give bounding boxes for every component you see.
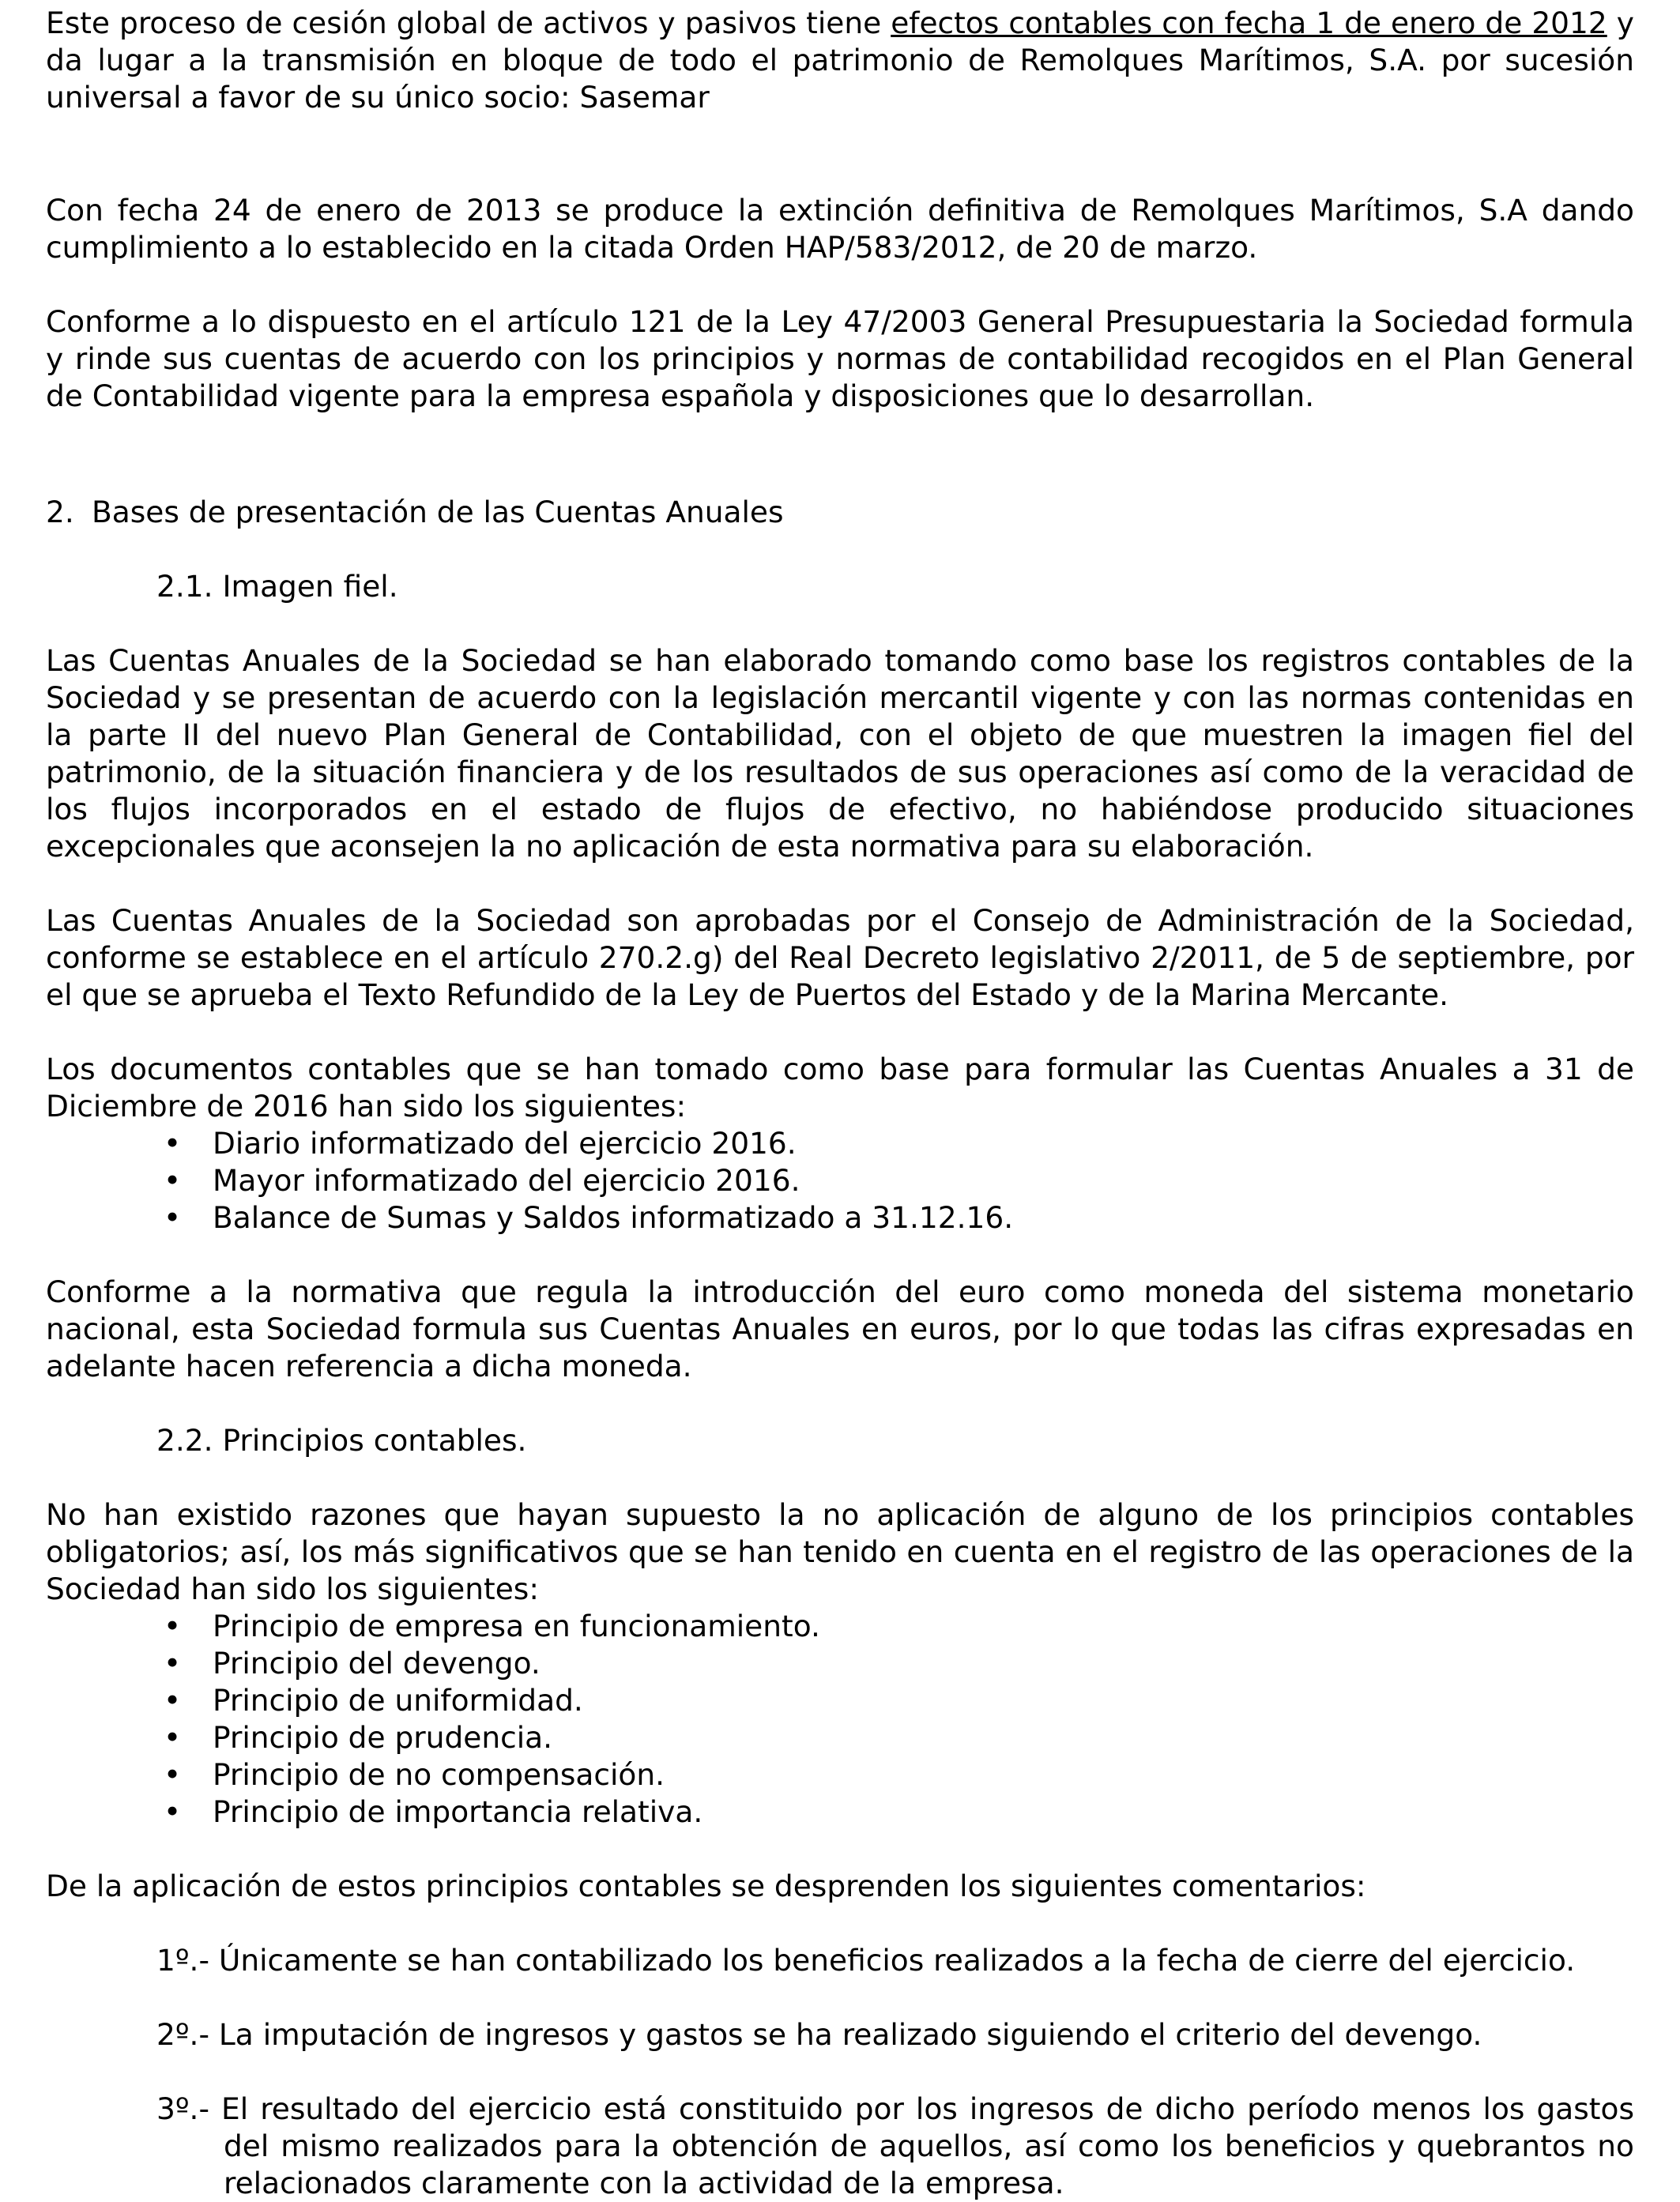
comment-item-3 bbox=[46, 2091, 1634, 2202]
list-item-text: Mayor informatizado del ejercicio 2016. bbox=[213, 1163, 800, 1198]
paragraph-text: Este proceso de cesión global de activos y pasivos tiene bbox=[46, 6, 891, 40]
comment-label: 3º.- bbox=[156, 2091, 222, 2126]
bullet-icon: • bbox=[163, 1163, 182, 1198]
section-number: 2. bbox=[46, 495, 74, 529]
bullet-icon: • bbox=[163, 1794, 182, 1829]
comment-item-1 bbox=[46, 1942, 1634, 1979]
bullet-icon: • bbox=[163, 1720, 182, 1755]
list-item-text: Balance de Sumas y Saldos informatizado a 31.12.16. bbox=[213, 1200, 1014, 1235]
bullet-icon: • bbox=[163, 1200, 182, 1235]
underlined-text: efectos contables con fecha 1 de enero de 2012 bbox=[891, 6, 1607, 40]
paragraph-principios: No han existido razones que hayan supuesto la no aplicación de alguno de los principios contables obligatorios; así, los más significativos que se han tenido en cuenta en el registro de las operaciones de la Sociedad han sido los siguientes: bbox=[46, 1497, 1634, 1606]
comment-text: La imputación de ingresos y gastos se ha realizado siguiendo el criterio del devengo. bbox=[218, 2017, 1482, 2052]
paragraph-aprobacion: Las Cuentas Anuales de la Sociedad son aprobadas por el Consejo de Administración de la Sociedad, conforme se establece en el artículo 270.2.g) del Real Decreto legislativo 2/2011, de 5 de septiembre, por el que se aprueba el Texto Refundido de la Ley de Puertos del Estado y de la Marina Mercante. bbox=[46, 903, 1634, 1012]
section-title: Bases de presentación de las Cuentas Anuales bbox=[92, 495, 784, 529]
bullet-icon: • bbox=[163, 1609, 182, 1643]
list-item-text: Principio de importancia relativa. bbox=[213, 1794, 703, 1829]
comment-text: Únicamente se han contabilizado los beneficios realizados a la fecha de cierre del ejercicio. bbox=[218, 1943, 1576, 1978]
list-item bbox=[156, 1199, 1634, 1237]
bullet-icon: • bbox=[163, 1646, 182, 1681]
list-item-text: Principio de uniformidad. bbox=[213, 1683, 583, 1718]
paragraph-imagen-fiel: Las Cuentas Anuales de la Sociedad se han elaborado tomando como base los registros contables de la Sociedad y se presentan de acuerdo con la legislación mercantil vigente y con las normas contenidas en la parte II del nuevo Plan General de Contabilidad, con el objeto de que muestren la imagen fiel del patrimonio, de la situación financiera y de los resultados de sus operaciones así como de la veracidad de los flujos incorporados en el estado de flujos de efectivo, no habiéndose producido situaciones excepcionales que aconsejen la no aplicación de esta normativa para su elaboración. bbox=[46, 643, 1634, 864]
comment-label: 1º.- bbox=[156, 1943, 219, 1978]
list-item bbox=[156, 1682, 1634, 1719]
list-item bbox=[156, 1719, 1634, 1756]
list-item-text: Principio del devengo. bbox=[213, 1646, 541, 1681]
paragraph-euro: Conforme a la normativa que regula la introducción del euro como moneda del sistema monetario nacional, esta Sociedad formula sus Cuentas Anuales en euros, por lo que todas las cifras expresadas en adelante hacen referencia a dicha moneda. bbox=[46, 1274, 1634, 1383]
list-item bbox=[156, 1794, 1634, 1831]
list-item bbox=[156, 1608, 1634, 1645]
list-documentos bbox=[46, 1125, 1634, 1237]
list-item bbox=[156, 1756, 1634, 1794]
paragraph-comentarios-intro: De la aplicación de estos principios contables se desprenden los siguientes comentarios: bbox=[46, 1869, 1366, 1903]
list-item-text: Principio de no compensación. bbox=[213, 1757, 665, 1792]
paragraph-ley-presupuestaria: Conforme a lo dispuesto en el artículo 121 de la Ley 47/2003 General Presupuestaria la Sociedad formula y rinde sus cuentas de acuerdo con los principios y normas de contabilidad recogidos en el Plan General de Contabilidad vigente para la empresa española y disposiciones que lo desarrollan. bbox=[46, 304, 1634, 413]
section-heading bbox=[46, 494, 1634, 531]
paragraph-text: y da lugar a la transmisión en bloque de todo el patrimonio de Remolques Marítimos, S.A. por sucesión universal a favor de su único socio: Sasemar bbox=[46, 6, 1634, 115]
subsection-heading-principios: 2.2. Principios contables. bbox=[156, 1423, 527, 1458]
bullet-icon: • bbox=[163, 1683, 182, 1718]
list-item bbox=[156, 1162, 1634, 1199]
list-item-text: Principio de empresa en funcionamiento. bbox=[213, 1609, 820, 1643]
list-item-text: Principio de prudencia. bbox=[213, 1720, 553, 1755]
list-item bbox=[156, 1125, 1634, 1162]
subsection-heading-imagen-fiel: 2.1. Imagen fiel. bbox=[156, 569, 398, 604]
list-principios bbox=[46, 1608, 1634, 1831]
comment-text: El resultado del ejercicio está constituido por los ingresos de dicho período menos los gastos del mismo realizados para la obtención de aquellos, así como los beneficios y quebrantos no relacionados claramente con la actividad de la empresa. bbox=[221, 2091, 1634, 2200]
paragraph-cesion-global bbox=[46, 5, 1634, 116]
paragraph-documentos-contables: Los documentos contables que se han tomado como base para formular las Cuentas Anuales a 31 de Diciembre de 2016 han sido los siguientes: bbox=[46, 1052, 1634, 1124]
comment-item-2 bbox=[46, 2016, 1634, 2053]
comment-label: 2º.- bbox=[156, 2017, 219, 2052]
bullet-icon: • bbox=[163, 1126, 182, 1161]
paragraph-extincion: Con fecha 24 de enero de 2013 se produce la extinción definitiva de Remolques Marítimos, S.A dando cumplimiento a lo establecido en la citada Orden HAP/583/2012, de 20 de marzo. bbox=[46, 193, 1634, 265]
list-item-text: Diario informatizado del ejercicio 2016. bbox=[213, 1126, 797, 1161]
bullet-icon: • bbox=[163, 1757, 182, 1792]
list-item bbox=[156, 1645, 1634, 1682]
